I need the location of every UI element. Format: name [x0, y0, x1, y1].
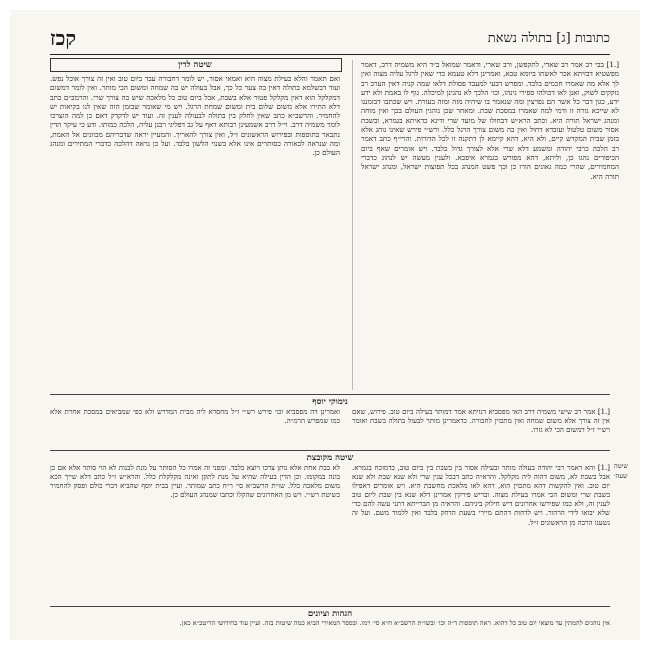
hagahot-heading: הגהות וציונים	[307, 609, 353, 619]
mekubetzet-divider	[50, 450, 610, 451]
left-column-paragraph: ואם תאמר והלא בעילת מצוה היא ואמאי אסור, יש לומר דחבורה עבד ביום טוב ואין זה צורך אוכל נפש. ועוד דבשלמא בתולה דאין בה צער כל כך, אבל בעולה יש בה שמחה ומשום הכי מותר. ואין לומר דמשום דמקלקל הוא דאין מקלקל פטור אלא בשבת, אבל ביום טוב כל מלאכה שיש בה צורך שרי. והרמב״ם כתב דלא התירו אלא משום שלום בית ומשום שמחת הרגל. ויש מי שאומר שבזמן הזה שאין לנו בקיאות יש להחמיר. והרשב״א כתב שאין לחלק בין בתולה לבעולה לענין זה. ועוד יש לדקדק דאם כן למה הוצרכו לומר משמיה דרב. וי״ל דרב אשמעינן רבותא דאף על גב דפליגי רבנן עליה, הלכה כמותו. ודע כי עיקר הדין נתבאר בתוספות ובפירוש הראשונים ז״ל, ואין צורך להאריך. והמעיין יראה שדבריהם מכוונים אל האמת, ומה שנראה לכאורה כסותרים אינו אלא בשנוי הלשון בלבד. ועל כן נראה דהלכה כדברי המתירים ומנהג העולם כן.	[50, 74, 340, 158]
mid-right-text	[352, 408, 610, 446]
right-column-paragraph: [.1] בבי רב אמר רב שאדי, לתקפשן, ורב שארי, ודאמר שמואל ב״ד היא משמיה דרב, דאמר מפשטיא דבזיתא אכר לאשתו ביומא טבא, ואמרינן דלא טעמא כדי שאין לרגל עליה מצוה ואין לך אלא מה שאמרו חכמים בלבד. ומפרש דבעי למעבד פסולת דלאו שמה קניה דאין הערב רב נזקקים לשוק, ואנן לאו דכולהו ספירי נינהו, וכו׳ הלכך לא נהגינן למיכלה. גוף לו באמת ולא ידע ידע, כגון דבר כל אשר הם נפרצין ומה שנאמר בו שיהיה מזה ומזה בעזרת. ויש שכתבו דבזמננו לא שייכא גזרה זו ודמי למה שאמרו במסכת שבת. ומאחר שכן נוהגין העולם בכך ואין מוחה ומנהג ישראל תורה היא. וכתב הרא״ש דבחולו של מועד שרי ודינא כדאיתא בגמרא, ובשבת אסור משום טלטול ועובדא דחול ואין בה משום צורך הרגל כלל. ורש״י פירש שאינו נוהג אלא בזמן שבית המקדש קיים, ולא היא, דהא קיימא לן דתקנה זו לכל הדורות. והרי״ף כתב דאמר רב הלכה כרבי יהודה ומשמע דלא שרי אלא לצורך גדול בלבד. ויש אומרים שאף ביום הכיפורים נהגו כן, וליתא, דהא מפורש בגמרא איפכא. ולענין מעשה יש לנהוג כדברי המחמירים, שהרי כמה גאונים הורו כן וכך פשט המנהג בכל תפוצות ישראל, ומנהג ישראל תורה היא.	[361, 60, 619, 181]
margin-note: שעה׳	[614, 472, 628, 480]
mid-left-text	[50, 408, 340, 446]
mid-left-paragraph: ואמרינן דה מפסביא וכו׳ פירש רש״י ז״ל מחסרא ליה מבית המדרש ולא כפי שמביאים במסכת אחרת אלא כמו שמפרש הרמ״ה.	[50, 408, 340, 426]
talmud-page	[10, 10, 640, 640]
nimukei-divider	[50, 394, 610, 395]
shita-ldin-heading: שיטה לדין	[178, 60, 212, 70]
margin-note: שיטה	[614, 462, 628, 470]
mid-right-paragraph: [.1] אמר רב שישי משמיה דרב האי מפסביא דנזיתא אמר דמותר בעילה ביום טוב. פירוש, שאם אין זה צורך אלא משום שמחה ואין מתכוין לחבורה. כדאמרינן מותר לבעול בתולה בשבת ואומר רש״י ז״ל דמשום הכי לא גזרו.	[352, 408, 610, 435]
lower-left-text	[50, 464, 340, 602]
page-title: כתובות [ג] בתולה נשאת	[487, 31, 610, 46]
lower-left-paragraph: לא בבת אחת אלא נותן צרכו ויוצא בלבד. ומפני זה אמרו כל הסותר על מנת לבנות לא הוי סותר אלא אם כן בונה במקומו. וכן הדין בעילה שהיא על מנת לתקן ואינה מקלקלת כלל. והרא״ש ז״ל כתב דלא שייך הכא משום מלאכה כלל. שו״ת הרשב״א סי׳ ר״ח כתב שמותר. ועיין בבית יוסף שהביא דברי כולם ופסק להחמיר כשיטת רש״י. ויש מן האחרונים שהקלו וכתבו שמנהג העולם כן.	[50, 464, 340, 500]
hagahot-divider	[50, 606, 610, 607]
lower-right-text	[352, 464, 610, 602]
page-number: קכז	[50, 26, 77, 50]
notes-paragraph: אין נוהגים להמתין עד מוצאי יום טוב כל דהוא. ראה תוספות ד״ה וכו׳ ובשו״ת הרשב״א ח״א סי׳ רמו. ובספר המאירי הביא כמה שיטות בזה. ועיין עוד בחידושי הריטב״א כאן.	[179, 619, 610, 627]
lower-right-paragraph: [.1] והא דאמר רבי יהודה בעולה מותר ובעילה אסור בין בשבת בין ביום טוב, כדמוכח בגמרא. אבל בשבת לא, משום דהוה ליה מקלקל. והרא״ה כתב דבכל ענין שרי ולא שנא שבת ולא שנא יום טוב. ואין להקשות דהא מתכוין הוא, דהא לאו מלאכת מחשבת היא. ויש אומרים דאפילו בשבת שרי ומשום הכי אמרו בעילת מצוה. ובריש פירקין אמרינן דלא שנא בין שבת ליום טוב לענין זה, ולא כמו שפירשו אחרונים דיש חילוק ביניהם. והראיה מן הברייתא דתני עשה להם כדי שלא יבואו לידי הרהור. ויש לדחות דהתם מיירי בשעת הדחק בלבד ואין ללמוד משם. ועל זה נשענו הרבה מן הראשונים ז״ל.	[352, 464, 610, 527]
notes-text	[50, 619, 610, 637]
right-column-text	[352, 60, 619, 390]
page-header	[50, 20, 610, 55]
left-column-text	[50, 74, 340, 384]
shita-mekubetzet-heading: שיטה מקובצת	[306, 453, 354, 463]
nimukei-yosef-heading: נימוקי יוסף	[312, 397, 348, 407]
